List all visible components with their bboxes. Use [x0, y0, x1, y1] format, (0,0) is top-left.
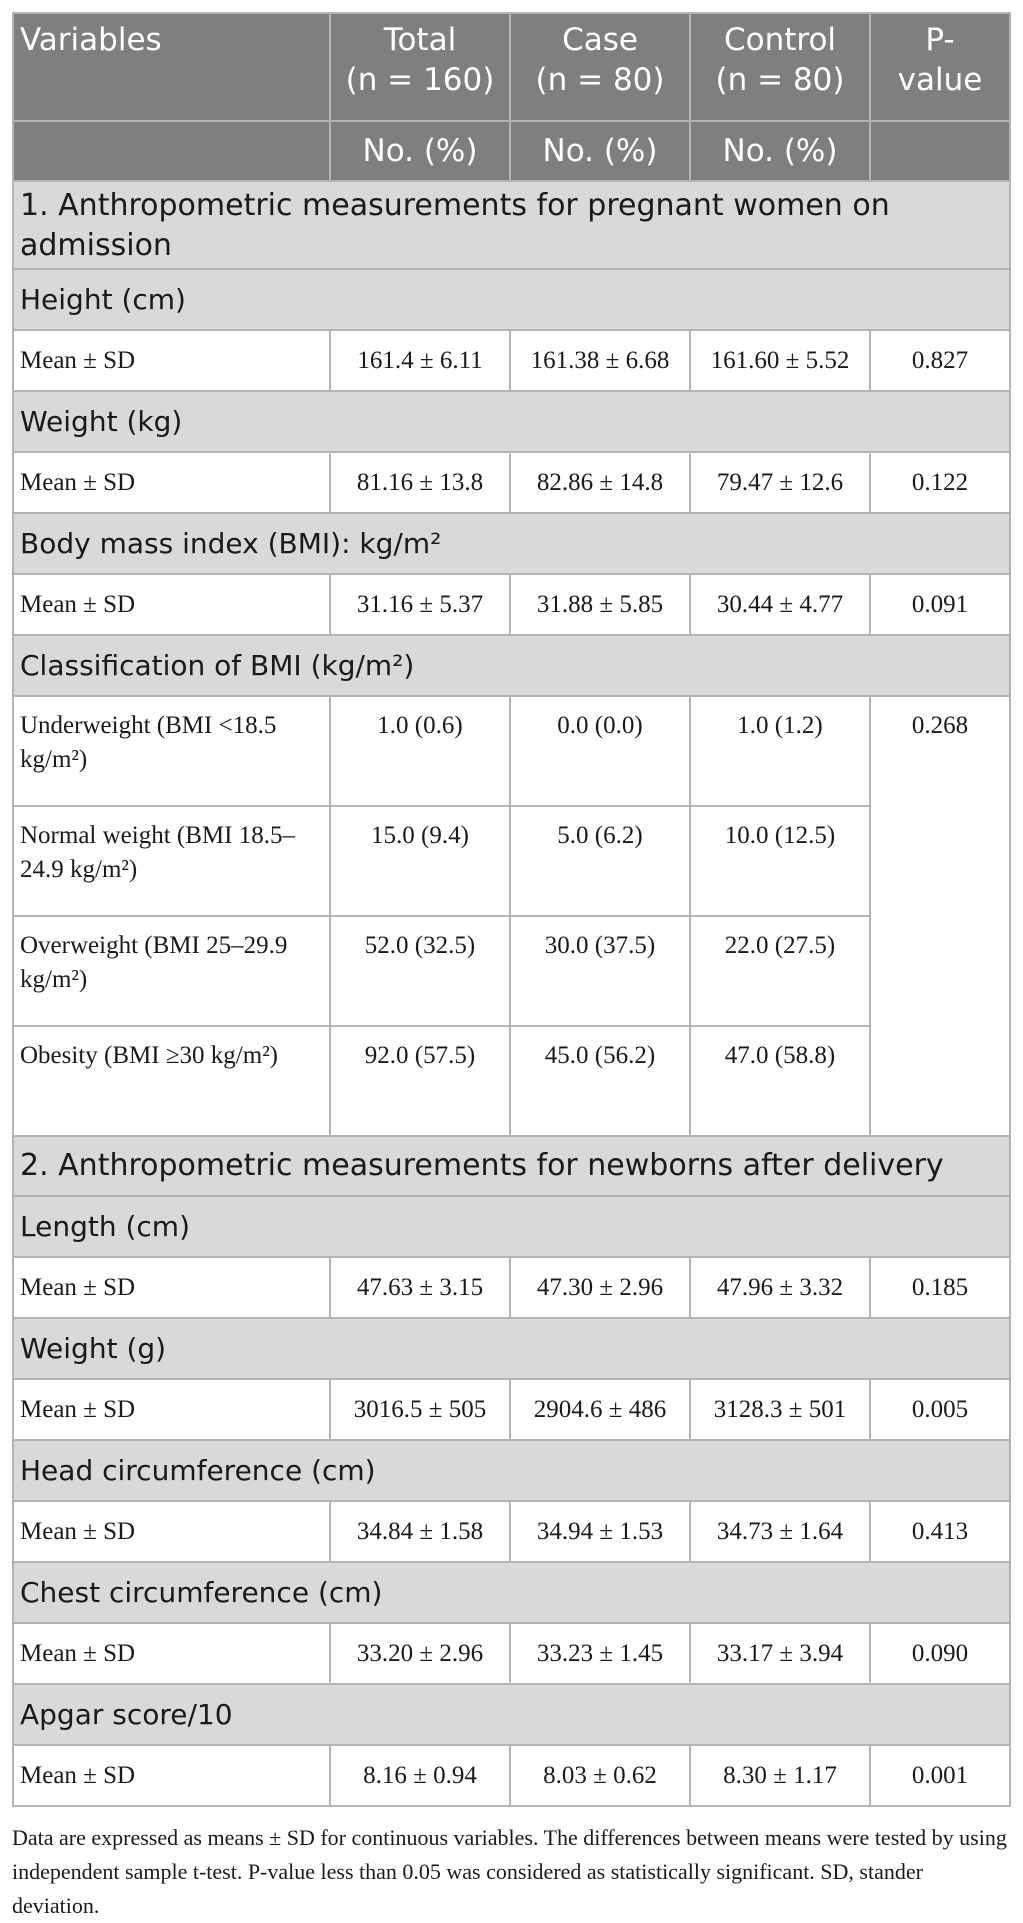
row-stat: Mean ± SD: [13, 1501, 330, 1562]
subhead-row: [13, 391, 1010, 452]
header-control-n: (n = 80): [715, 62, 845, 98]
header-case: [510, 13, 690, 121]
cell-case: 33.23 ± 1.45: [510, 1623, 690, 1684]
header-pvalue-line2: value: [897, 62, 983, 98]
subhead-row: [13, 1562, 1010, 1623]
cell-total: 161.4 ± 6.11: [330, 330, 510, 391]
unit-pvalue-empty: [870, 121, 1010, 181]
row-stat: Mean ± SD: [13, 574, 330, 635]
cell-case: 45.0 (56.2): [510, 1026, 690, 1136]
subhead-chest: Chest circumference (cm): [13, 1562, 1010, 1623]
cell-total: 8.16 ± 0.94: [330, 1745, 510, 1806]
subhead-apgar: Apgar score/10: [13, 1684, 1010, 1745]
table-container: [12, 12, 1009, 1923]
subhead-row: [13, 1318, 1010, 1379]
cell-control: 1.0 (1.2): [690, 696, 870, 806]
row-stat: Mean ± SD: [13, 1745, 330, 1806]
table-footnote: Data are expressed as means ± SD for continuous variables. The differences between means were tested by using independent sample t-test. P-value less than 0.05 was considered as statistically significant. SD, stander deviation.: [12, 1825, 1007, 1918]
header-control-label: Control: [723, 22, 837, 58]
cell-pvalue: 0.005: [870, 1379, 1010, 1440]
cell-control: 47.0 (58.8): [690, 1026, 870, 1136]
subhead-row: [13, 1684, 1010, 1745]
unit-empty: [13, 121, 330, 181]
subhead-head: Head circumference (cm): [13, 1440, 1010, 1501]
header-pvalue-line1: P-: [925, 22, 955, 58]
subhead-row: [13, 1196, 1010, 1257]
row-label: Obesity (BMI ≥30 kg/m²): [13, 1026, 330, 1136]
cell-pvalue: 0.090: [870, 1623, 1010, 1684]
header-total-label: Total: [383, 22, 457, 58]
cell-pvalue: 0.185: [870, 1257, 1010, 1318]
table-row: [13, 1026, 1010, 1136]
header-control: [690, 13, 870, 121]
row-label: Normal weight (BMI 18.5–24.9 kg/m²): [13, 806, 330, 916]
section-row-pregnant: [13, 181, 1010, 269]
cell-total: 81.16 ± 13.8: [330, 452, 510, 513]
cell-control: 3128.3 ± 501: [690, 1379, 870, 1440]
subhead-weight: Weight (kg): [13, 391, 1010, 452]
subhead-bmi: Body mass index (BMI): kg/m²: [13, 513, 1010, 574]
cell-case: 47.30 ± 2.96: [510, 1257, 690, 1318]
cell-pvalue: 0.091: [870, 574, 1010, 635]
table-row: [13, 696, 1010, 806]
subhead-height: Height (cm): [13, 269, 1010, 330]
header-case-n: (n = 80): [535, 62, 665, 98]
cell-control: 8.30 ± 1.17: [690, 1745, 870, 1806]
cell-total: 33.20 ± 2.96: [330, 1623, 510, 1684]
table-row: [13, 1623, 1010, 1684]
subhead-weight-g: Weight (g): [13, 1318, 1010, 1379]
section-row-newborns: [13, 1136, 1010, 1196]
cell-total: 3016.5 ± 505: [330, 1379, 510, 1440]
cell-total: 34.84 ± 1.58: [330, 1501, 510, 1562]
table-row: [13, 330, 1010, 391]
cell-pvalue: 0.413: [870, 1501, 1010, 1562]
unit-row: [13, 121, 1010, 181]
cell-control: 79.47 ± 12.6: [690, 452, 870, 513]
cell-total: 15.0 (9.4): [330, 806, 510, 916]
header-total-n: (n = 160): [345, 62, 495, 98]
row-stat: Mean ± SD: [13, 452, 330, 513]
table-row: [13, 1501, 1010, 1562]
cell-control: 161.60 ± 5.52: [690, 330, 870, 391]
cell-case: 34.94 ± 1.53: [510, 1501, 690, 1562]
section-title-newborns: 2. Anthropometric measurements for newborns after delivery: [13, 1136, 1010, 1196]
cell-case: 2904.6 ± 486: [510, 1379, 690, 1440]
cell-control: 34.73 ± 1.64: [690, 1501, 870, 1562]
unit-case: No. (%): [510, 121, 690, 181]
table-row: [13, 1257, 1010, 1318]
subhead-row: [13, 635, 1010, 696]
subhead-row: [13, 1440, 1010, 1501]
header-pvalue: [870, 13, 1010, 121]
cell-total: 92.0 (57.5): [330, 1026, 510, 1136]
cell-pvalue: 0.122: [870, 452, 1010, 513]
subhead-row: [13, 513, 1010, 574]
cell-total: 1.0 (0.6): [330, 696, 510, 806]
header-total: [330, 13, 510, 121]
cell-control: 47.96 ± 3.32: [690, 1257, 870, 1318]
cell-case: 161.38 ± 6.68: [510, 330, 690, 391]
table-row: [13, 916, 1010, 1026]
cell-control: 10.0 (12.5): [690, 806, 870, 916]
cell-case: 31.88 ± 5.85: [510, 574, 690, 635]
header-variables: Variables: [13, 13, 330, 121]
cell-case: 0.0 (0.0): [510, 696, 690, 806]
cell-case: 82.86 ± 14.8: [510, 452, 690, 513]
anthropometric-table: [12, 12, 1011, 1807]
table-row: [13, 452, 1010, 513]
subhead-length: Length (cm): [13, 1196, 1010, 1257]
table-row: [13, 574, 1010, 635]
cell-pvalue: 0.268: [870, 696, 1010, 1136]
cell-control: 33.17 ± 3.94: [690, 1623, 870, 1684]
row-stat: Mean ± SD: [13, 330, 330, 391]
section-title-pregnant: 1. Anthropometric measurements for pregnant women on admission: [13, 181, 1010, 269]
cell-pvalue: 0.827: [870, 330, 1010, 391]
header-case-label: Case: [562, 22, 638, 58]
cell-case: 8.03 ± 0.62: [510, 1745, 690, 1806]
cell-pvalue: 0.001: [870, 1745, 1010, 1806]
cell-control: 22.0 (27.5): [690, 916, 870, 1026]
cell-control: 30.44 ± 4.77: [690, 574, 870, 635]
header-row: [13, 13, 1010, 121]
cell-total: 47.63 ± 3.15: [330, 1257, 510, 1318]
table-row: [13, 806, 1010, 916]
subhead-bmi-class: Classification of BMI (kg/m²): [13, 635, 1010, 696]
row-stat: Mean ± SD: [13, 1379, 330, 1440]
row-label: Overweight (BMI 25–29.9 kg/m²): [13, 916, 330, 1026]
unit-total: No. (%): [330, 121, 510, 181]
cell-total: 31.16 ± 5.37: [330, 574, 510, 635]
subhead-row: [13, 269, 1010, 330]
cell-case: 30.0 (37.5): [510, 916, 690, 1026]
row-stat: Mean ± SD: [13, 1257, 330, 1318]
unit-control: No. (%): [690, 121, 870, 181]
table-row: [13, 1379, 1010, 1440]
cell-case: 5.0 (6.2): [510, 806, 690, 916]
row-label: Underweight (BMI <18.5 kg/m²): [13, 696, 330, 806]
row-stat: Mean ± SD: [13, 1623, 330, 1684]
cell-total: 52.0 (32.5): [330, 916, 510, 1026]
table-row: [13, 1745, 1010, 1806]
